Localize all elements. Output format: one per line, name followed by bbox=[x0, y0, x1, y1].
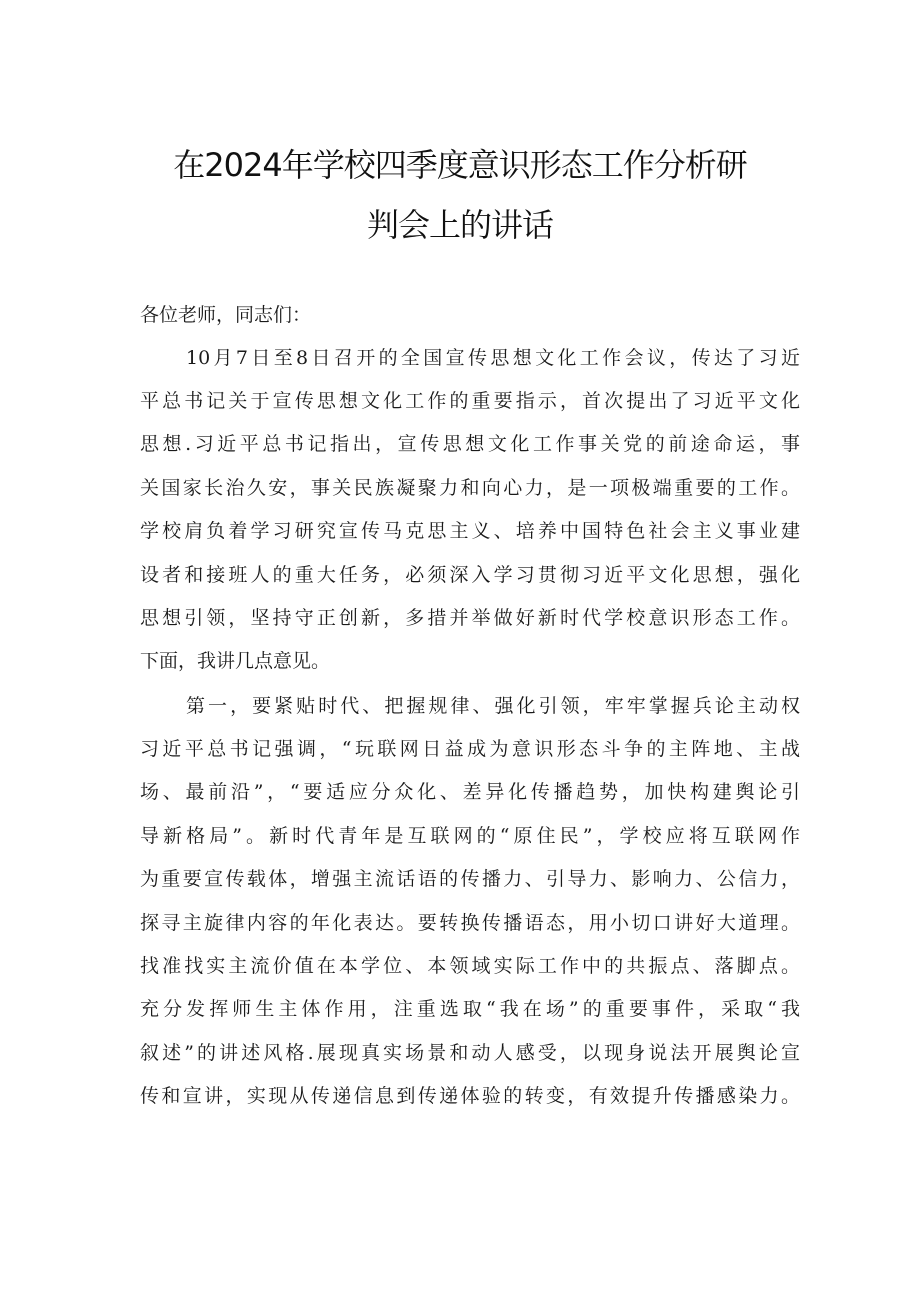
paragraph-line: 关国家长治久安，事关民族凝聚力和向心力，是一项极端重要的工作。 bbox=[140, 477, 800, 499]
paragraph-line: 学校肩负着学习研究宣传马克思主义、培养中国特色社会主义事业建 bbox=[140, 520, 800, 542]
paragraph-line: 探寻主旋律内容的年化表达。要转换传播语态，用小切口讲好大道理。 bbox=[140, 912, 800, 934]
paragraph-line: 充分发挥师生主体作用，注重选取“我在场”的重要事件，采取“我 bbox=[140, 998, 800, 1020]
paragraph-line: 为重要宣传载体，增强主流话语的传播力、引导力、影响力、公信力， bbox=[140, 868, 800, 890]
paragraph-line: 导新格局”。新时代青年是互联网的“原住民”，学校应将互联网作 bbox=[140, 825, 800, 847]
paragraph-line: 场、最前沿”，“要适应分众化、差异化传播趋势，加快构建舆论引 bbox=[140, 781, 800, 803]
document-title-line-2: 判会上的讲话 bbox=[366, 206, 553, 244]
paragraph-line: 思想引领，坚持守正创新，多措并举做好新时代学校意识形态工作。 bbox=[140, 607, 800, 629]
salutation: 各位老师，同志们： bbox=[140, 304, 312, 326]
paragraph-line: 找准找实主流价值在本学位、本领域实际工作中的共振点、落脚点。 bbox=[140, 955, 800, 977]
paragraph-line: 叙述”的讲述风格.展现真实场景和动人感受，以现身说法开展舆论宣 bbox=[140, 1042, 800, 1064]
paragraph-line: 传和宣讲，实现从传递信息到传递体验的转变，有效提升传播感染力。 bbox=[140, 1085, 800, 1107]
section-heading-line: 第一，要紧贴时代、把握规律、强化引领，牢牢掌握兵论主动权 bbox=[186, 695, 800, 717]
paragraph-line: 思想.习近平总书记指出，宣传思想文化工作事关党的前途命运，事 bbox=[140, 433, 800, 455]
paragraph-line: 习近平总书记强调，“玩联网日益成为意识形态斗争的主阵地、主战 bbox=[140, 738, 800, 760]
document-title-line-1: 在2024年学校四季度意识形态工作分析研 bbox=[173, 146, 747, 184]
paragraph-line: 下面，我讲几点意见。 bbox=[140, 650, 331, 672]
paragraph-line: 10月7日至8日召开的全国宣传思想文化工作会议，传达了习近 bbox=[186, 347, 800, 369]
paragraph-line: 设者和接班人的重大任务，必须深入学习贯彻习近平文化思想，强化 bbox=[140, 564, 800, 586]
paragraph-line: 平总书记关于宣传思想文化工作的重要指示，首次提出了习近平文化 bbox=[140, 390, 800, 412]
